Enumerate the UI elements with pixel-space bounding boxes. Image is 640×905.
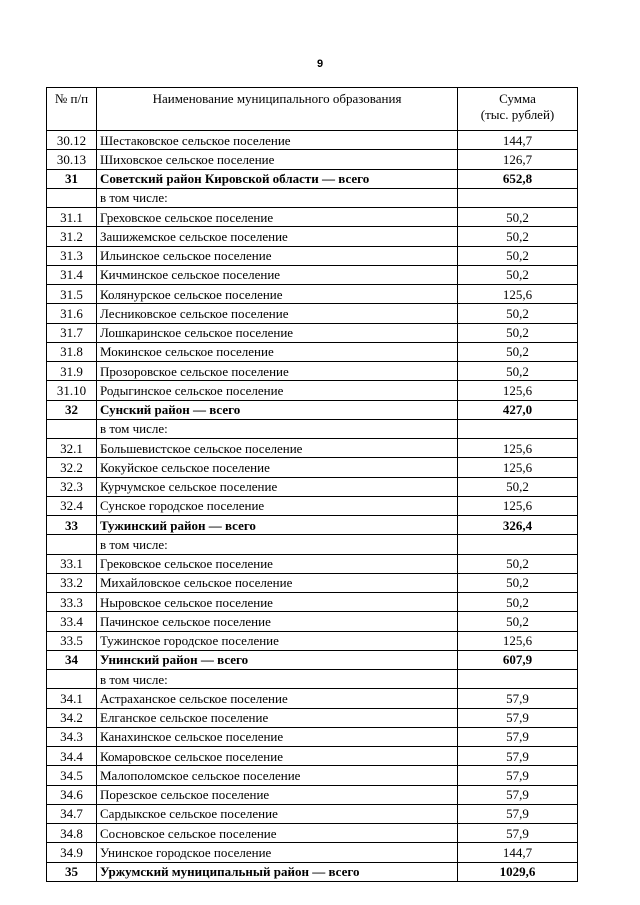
subheading-row [47,188,578,207]
subheading-row [47,535,578,554]
row-sum: 144,7 [458,131,578,150]
district-total-row [47,516,578,535]
row-name: Ильинское сельское поселение [97,246,458,265]
page-number: 9 [316,58,324,70]
row-number: 32.4 [47,496,97,515]
row-name: Лесниковское сельское поселение [97,304,458,323]
row-number: 34.1 [47,689,97,708]
row-name: Большевистское сельское поселение [97,439,458,458]
table-row [47,362,578,381]
table-row [47,342,578,361]
row-sum: 50,2 [458,208,578,227]
row-number: 31.5 [47,285,97,304]
table-row [47,131,578,150]
table-row [47,323,578,342]
row-sum: 50,2 [458,362,578,381]
table-row [47,708,578,727]
row-number: 31 [47,169,97,188]
table-row [47,285,578,304]
row-name: Колянурское сельское поселение [97,285,458,304]
row-number [47,670,97,689]
row-number: 31.8 [47,342,97,361]
table-row [47,631,578,650]
row-name: Сунское городское поселение [97,496,458,515]
table-row [47,477,578,496]
row-sum: 125,6 [458,285,578,304]
row-sum: 57,9 [458,708,578,727]
row-sum: 125,6 [458,631,578,650]
row-number: 32.1 [47,439,97,458]
row-name: Прозоровское сельское поселение [97,362,458,381]
district-total-row [47,650,578,669]
row-name: Унинское городское поселение [97,843,458,862]
row-sum: 652,8 [458,169,578,188]
row-name: Родыгинское сельское поселение [97,381,458,400]
row-number: 32 [47,400,97,419]
row-name: Комаровское сельское поселение [97,747,458,766]
row-number: 34.7 [47,804,97,823]
row-number: 32.2 [47,458,97,477]
table-row [47,824,578,843]
row-number: 35 [47,862,97,881]
row-number: 31.10 [47,381,97,400]
row-name: Порезское сельское поселение [97,785,458,804]
table-row [47,689,578,708]
row-name: Советский район Кировской области — всего [97,169,458,188]
row-sum: 50,2 [458,246,578,265]
row-sum: 50,2 [458,612,578,631]
table-row [47,785,578,804]
table-row [47,766,578,785]
table-body [47,131,578,882]
header-number: № п/п [47,88,97,131]
row-number: 33 [47,516,97,535]
row-name: Грековское сельское поселение [97,554,458,573]
row-sum: 50,2 [458,323,578,342]
row-number [47,188,97,207]
row-sum: 607,9 [458,650,578,669]
row-sum: 57,9 [458,727,578,746]
subheading-row [47,419,578,438]
row-name: Ныровское сельское поселение [97,593,458,612]
row-sum: 50,2 [458,554,578,573]
row-sum: 57,9 [458,824,578,843]
row-number: 33.2 [47,573,97,592]
header-sum-title: Сумма [499,91,536,106]
row-sum: 125,6 [458,458,578,477]
table-row [47,554,578,573]
row-sum [458,419,578,438]
table-row [47,208,578,227]
table-row [47,747,578,766]
row-name: Уржумский муниципальный район — всего [97,862,458,881]
row-name: Тужинский район — всего [97,516,458,535]
row-sum: 50,2 [458,573,578,592]
row-number: 34.5 [47,766,97,785]
table-row [47,573,578,592]
row-sum: 144,7 [458,843,578,862]
row-number: 31.4 [47,265,97,284]
row-name: Пачинское сельское поселение [97,612,458,631]
row-number: 34.2 [47,708,97,727]
row-name: Канахинское сельское поселение [97,727,458,746]
row-number: 34.6 [47,785,97,804]
header-name: Наименование муниципального образования [97,88,458,131]
table-row [47,265,578,284]
row-name: Елганское сельское поселение [97,708,458,727]
row-name: Сунский район — всего [97,400,458,419]
row-number: 34.3 [47,727,97,746]
district-total-row [47,862,578,881]
table-header-row [47,88,578,131]
row-number: 30.12 [47,131,97,150]
table-row [47,612,578,631]
table-row [47,150,578,169]
row-sum: 125,6 [458,496,578,515]
subheading-row [47,670,578,689]
row-number: 31.6 [47,304,97,323]
row-sum: 50,2 [458,304,578,323]
table-row [47,304,578,323]
row-number: 31.9 [47,362,97,381]
row-number [47,535,97,554]
table-row [47,843,578,862]
row-name: Малополомское сельское поселение [97,766,458,785]
row-name: Шестаковское сельское поселение [97,131,458,150]
row-name: Кокуйское сельское поселение [97,458,458,477]
table-row [47,458,578,477]
row-sum: 57,9 [458,804,578,823]
header-sum [458,88,578,131]
table-row [47,381,578,400]
table-row [47,496,578,515]
row-name: в том числе: [97,535,458,554]
row-sum: 1029,6 [458,862,578,881]
row-sum [458,670,578,689]
row-number: 31.7 [47,323,97,342]
row-sum: 125,6 [458,439,578,458]
district-total-row [47,400,578,419]
row-name: Астраханское сельское поселение [97,689,458,708]
allocation-table [46,87,578,882]
row-name: Кичминское сельское поселение [97,265,458,284]
row-number: 30.13 [47,150,97,169]
table-row [47,727,578,746]
table-row [47,246,578,265]
row-sum: 126,7 [458,150,578,169]
row-name: Сардыкское сельское поселение [97,804,458,823]
row-number: 31.1 [47,208,97,227]
row-number: 34.4 [47,747,97,766]
row-number: 34 [47,650,97,669]
row-sum [458,188,578,207]
row-sum: 57,9 [458,785,578,804]
row-sum [458,535,578,554]
row-sum: 57,9 [458,689,578,708]
header-sum-unit: (тыс. рублей) [480,107,555,122]
row-sum: 50,2 [458,265,578,284]
row-name: в том числе: [97,188,458,207]
row-number: 34.8 [47,824,97,843]
row-sum: 427,0 [458,400,578,419]
row-number: 32.3 [47,477,97,496]
row-sum: 50,2 [458,227,578,246]
row-name: Шиховское сельское поселение [97,150,458,169]
row-number [47,419,97,438]
row-name: Унинский район — всего [97,650,458,669]
row-sum: 326,4 [458,516,578,535]
row-number: 34.9 [47,843,97,862]
table-row [47,439,578,458]
row-sum: 57,9 [458,747,578,766]
district-total-row [47,169,578,188]
row-sum: 125,6 [458,381,578,400]
row-sum: 50,2 [458,342,578,361]
row-number: 33.3 [47,593,97,612]
table-row [47,227,578,246]
row-name: Лошкаринское сельское поселение [97,323,458,342]
row-name: Курчумское сельское поселение [97,477,458,496]
row-number: 31.3 [47,246,97,265]
table-row [47,804,578,823]
row-sum: 57,9 [458,766,578,785]
table-row [47,593,578,612]
row-number: 31.2 [47,227,97,246]
row-number: 33.4 [47,612,97,631]
row-name: Греховское сельское поселение [97,208,458,227]
row-name: Тужинское городское поселение [97,631,458,650]
row-name: Зашижемское сельское поселение [97,227,458,246]
row-name: Мокинское сельское поселение [97,342,458,361]
row-sum: 50,2 [458,477,578,496]
row-name: в том числе: [97,670,458,689]
row-name: Сосновское сельское поселение [97,824,458,843]
row-number: 33.5 [47,631,97,650]
row-name: в том числе: [97,419,458,438]
row-name: Михайловское сельское поселение [97,573,458,592]
row-number: 33.1 [47,554,97,573]
row-sum: 50,2 [458,593,578,612]
